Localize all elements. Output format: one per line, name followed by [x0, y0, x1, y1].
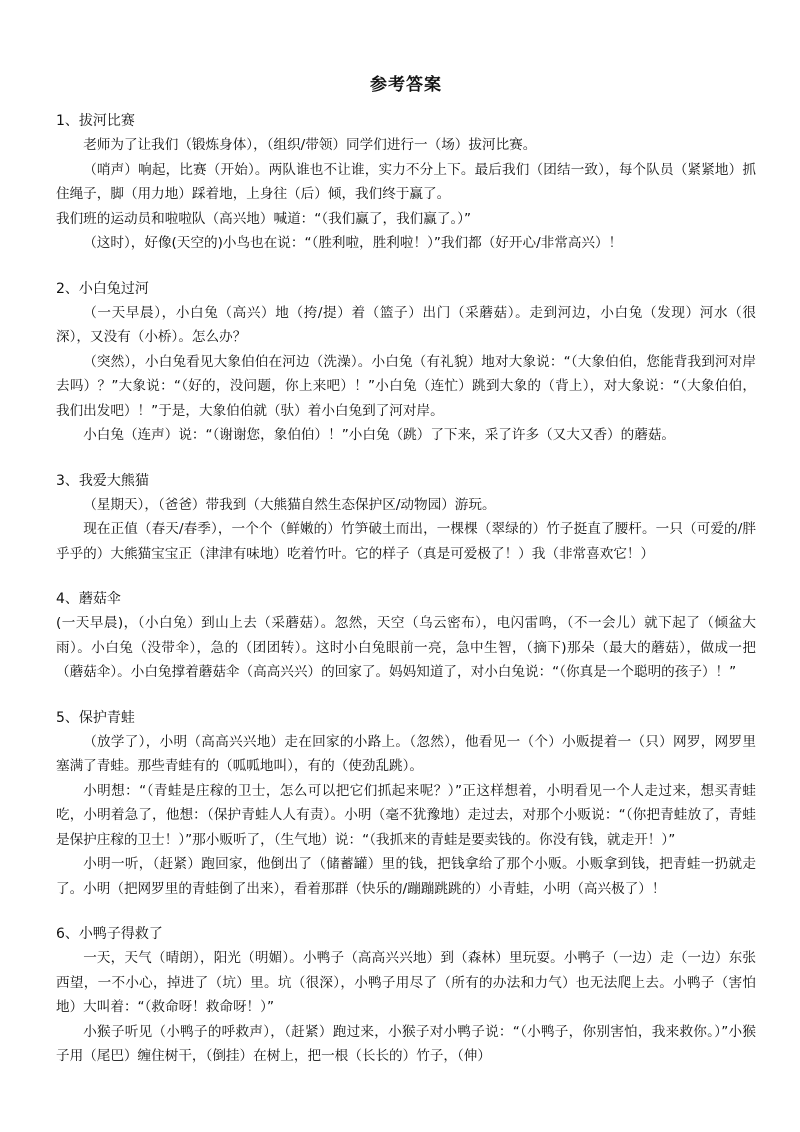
answer-paragraph: （星期天），（爸爸）带我到（大熊猫自然生态保护区/动物园）游玩。 — [83, 496, 496, 513]
answer-paragraph: （这时），好像(天空的)小鸟也在说：“（胜利啦，胜利啦！）”我们都（好开心/非常高兴）！ — [83, 235, 623, 251]
answer-paragraph: 我们班的运动员和啦啦队（高兴地）喊道：“（我们赢了，我们赢了。）” — [56, 210, 472, 227]
answer-paragraph: (一天早晨)，（小白兔）到山上去（采蘑菇）。忽然，天空（乌云密布），电闪雷鸣，（不一会儿）就下起了（倾盆大雨）。小白兔（没带伞），急的（团团转）。这时小白兔眼前一亮，急中生智，（摘下)那朵（最大的蘑菇），做成一把（蘑菇伞）。小白兔撑着蘑菇伞（高高兴兴）的回家了。妈妈知道了，对小白兔说：“（你真是一个聪明的孩子）！” — [56, 615, 756, 680]
section-heading: 1、拔河比赛 — [56, 113, 135, 129]
answer-paragraph: 一天，天气（晴朗），阳光（明媚）。小鸭子（高高兴兴地）到（森林）里玩耍。小鸭子（一边）走（一边）东张西望，一不小心，掉进了（坑）里。坑（很深），小鸭子用尽了（所有的办法和力气）也无法爬上去。小鸭子（害怕地）大叫着：“（救命呀！救命呀！）” — [56, 950, 756, 1015]
section-heading: 4、蘑菇伞 — [56, 591, 121, 607]
answer-paragraph: 小白兔（连声）说：“（谢谢您，象伯伯）！”小白兔（跳）了下来，采了许多（又大又香）的蘑菇。 — [83, 427, 676, 443]
answer-paragraph: 小明一听，（赶紧）跑回家，他倒出了（储蓄罐）里的钱，把钱拿给了那个小贩。小贩拿到钱，把青蛙一扔就走了。小明（把网罗里的青蛙倒了出来），看着那群（快乐的/蹦蹦跳跳的）小青蛙，小明（高兴极了）！ — [56, 856, 756, 897]
section-heading: 5、保护青蛙 — [56, 709, 135, 726]
answer-paragraph: 小猴子听见（小鸭子的呼救声），（赶紧）跑过来，小猴子对小鸭子说：“（小鸭子，你别害怕，我来救你。）”小猴子用（尾巴）缠住树干，（倒挂）在树上，把一根（长长的）竹子，（伸） — [56, 1023, 756, 1064]
section-heading: 3、我爱大熊猫 — [56, 472, 149, 489]
answer-section — [56, 277, 756, 448]
answer-paragraph: （放学了），小明（高高兴兴地）走在回家的小路上。（忽然），他看见一（个）小贩提着一（只）网罗，网罗里塞满了青蛙。那些青蛙有的（呱呱地叫），有的（使劲乱跳）。 — [56, 733, 756, 774]
answer-section — [56, 469, 756, 567]
section-heading: 6、小鸭子得救了 — [56, 926, 163, 942]
answer-section — [56, 587, 756, 685]
answer-paragraph: 小明想：“（青蛙是庄稼的卫士，怎么可以把它们抓起来呢？）”正这样想着，小明看见一个人走过来，想买青蛙吃，小明着急了，他想：（保护青蛙人人有责）。小明（毫不犹豫地）走过去，对那个小贩说：“（你把青蛙放了，青蛙是保护庄稼的卫士！）”那小贩听了，（生气地）说：“（我抓来的青蛙是要卖钱的。你没有钱，就走开！）” — [56, 782, 756, 848]
section-heading: 2、小白兔过河 — [56, 280, 149, 297]
answer-paragraph: （哨声）响起，比赛（开始）。两队谁也不让谁，实力不分上下。最后我们（团结一致），每个队员（紧紧地）抓住绳子，脚（用力地）踩着地，上身往（后）倾，我们终于赢了。 — [56, 161, 756, 202]
answer-section — [56, 706, 756, 902]
answer-paragraph: 现在正值（春天/春季），一个个（鲜嫩的）竹笋破土而出，一棵棵（翠绿的）竹子挺直了腰杆。一只（可爱的/胖乎乎的）大熊猫宝宝正（津津有味地）吃着竹叶。它的样子（真是可爱极了！）我（非常喜欢它！） — [56, 521, 756, 562]
answer-paragraph: 老师为了让我们（锻炼身体），（组织/带领）同学们进行一（场）拔河比赛。 — [83, 137, 537, 153]
answer-paragraph: （一天早晨），小白兔（高兴）地（挎/提）着（篮子）出门（采蘑菇）。走到河边，小白兔（发现）河水（很深），又没有（小桥）。怎么办？ — [56, 304, 756, 345]
answer-section — [56, 109, 756, 256]
sections-container — [56, 109, 756, 1069]
answer-paragraph: （突然），小白兔看见大象伯伯在河边（洗澡）。小白兔（有礼貌）地对大象说：“（大象伯伯，您能背我到河对岸去吗）？”大象说：“（好的，没问题，你上来吧）！”小白兔（连忙）跳到大象的（背上），对大象说：“（大象伯伯，我们出发吧）！”于是，大象伯伯就（驮）着小白兔到了河对岸。 — [56, 353, 756, 419]
answer-sheet-page — [56, 70, 756, 1090]
page-title: 参考答案 — [370, 75, 442, 95]
answer-section — [56, 922, 756, 1069]
